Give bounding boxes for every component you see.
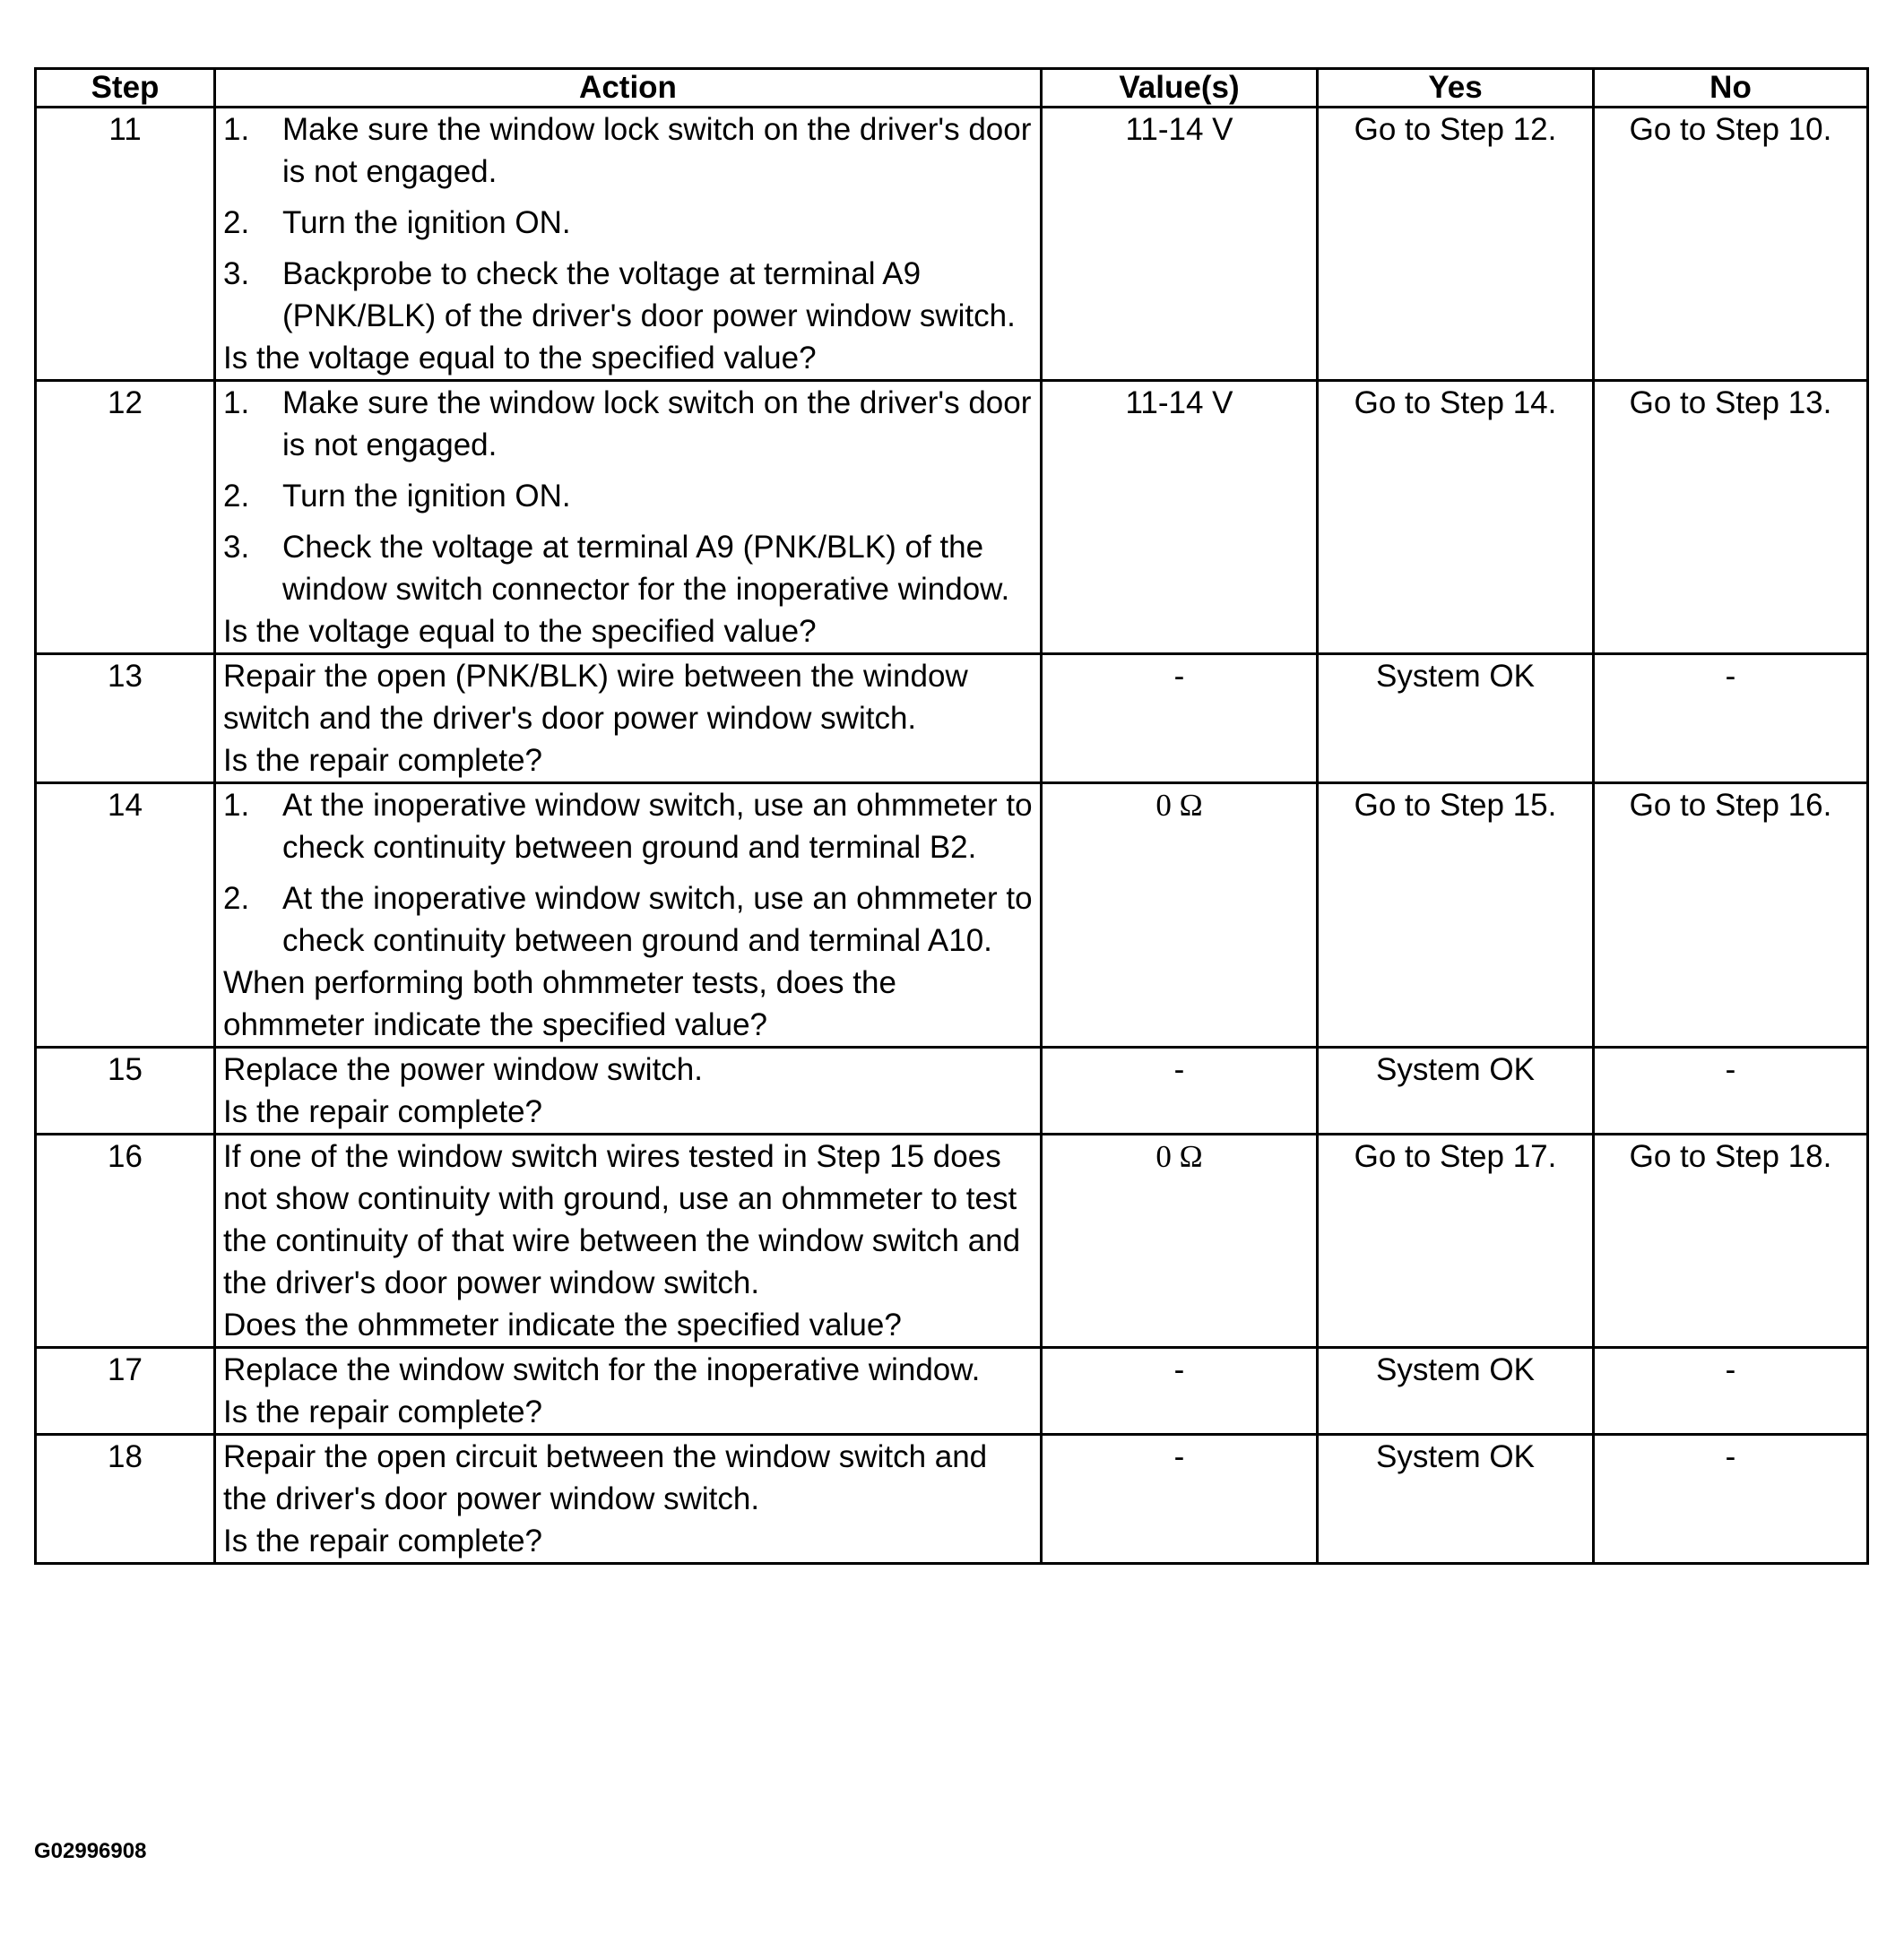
table-body [36,108,1868,1564]
action-steps-list [223,382,1033,610]
action-step-text: Turn the ignition ON. [282,205,571,240]
action-question: When performing both ohmmeter tests, does the ohmmeter indicate the specified value? [223,965,896,1042]
action-step-text: Backprobe to check the voltage at terminal A9 (PNK/BLK) of the driver's door power window switch. [282,256,1016,333]
step-number: 17 [36,1348,215,1435]
action-step-text: At the inoperative window switch, use an ohmmeter to check continuity between ground and terminal B2. [282,788,1033,865]
action-step [223,784,1033,868]
yes-result: Go to Step 15. [1318,783,1594,1048]
action-question: Is the repair complete? [223,1394,543,1429]
header-row [36,69,1868,108]
yes-result: System OK [1318,1048,1594,1135]
step-number: 18 [36,1435,215,1564]
specified-value: 11-14 V [1042,381,1318,654]
action-question: Is the voltage equal to the specified value? [223,341,817,376]
action-step-text: Turn the ignition ON. [282,479,571,514]
action-text: Replace the window switch for the inoperative window. [223,1352,981,1387]
table-row [36,1048,1868,1135]
action-step-number: 2. [223,479,250,514]
step-number: 15 [36,1048,215,1135]
header-no: No [1594,69,1868,108]
yes-result: Go to Step 17. [1318,1135,1594,1348]
action-step-number: 2. [223,205,250,240]
action-step [223,475,1033,517]
table-row [36,654,1868,783]
table-row [36,381,1868,654]
action-steps-list [223,784,1033,962]
action-step-number: 1. [223,385,250,420]
step-number: 12 [36,381,215,654]
step-number: 14 [36,783,215,1048]
no-result: - [1594,1348,1868,1435]
table-row [36,1135,1868,1348]
action-step-number: 2. [223,881,250,916]
action-step [223,877,1033,962]
action-step-text: Check the voltage at terminal A9 (PNK/BLK) of the window switch connector for the inoperative window. [282,530,1010,607]
action-steps-list [223,108,1033,337]
action-question: Is the voltage equal to the specified value? [223,614,817,649]
action-cell [215,381,1042,654]
table-row [36,1348,1868,1435]
action-text: If one of the window switch wires tested in Step 15 does not show continuity with ground, use an ohmmeter to test the continuity of that wire between the window switch and the driver's door power window switch. [223,1139,1021,1300]
action-cell [215,1048,1042,1135]
no-result: Go to Step 18. [1594,1135,1868,1348]
header-values: Value(s) [1042,69,1318,108]
yes-result: System OK [1318,1435,1594,1564]
specified-value: 0 Ω [1042,1135,1318,1348]
figure-id: G02996908 [34,1839,147,1863]
no-result: - [1594,654,1868,783]
step-number: 16 [36,1135,215,1348]
table-row [36,108,1868,381]
action-text: Replace the power window switch. [223,1052,703,1087]
diagnostic-table [34,67,1869,1565]
action-cell [215,1135,1042,1348]
action-step [223,108,1033,193]
action-cell [215,1435,1042,1564]
specified-value: 0 Ω [1042,783,1318,1048]
action-cell [215,108,1042,381]
yes-result: System OK [1318,1348,1594,1435]
header-step: Step [36,69,215,108]
table-row [36,1435,1868,1564]
no-result: - [1594,1048,1868,1135]
action-step [223,202,1033,244]
action-question: Is the repair complete? [223,743,543,778]
yes-result: System OK [1318,654,1594,783]
yes-result: Go to Step 12. [1318,108,1594,381]
no-result: - [1594,1435,1868,1564]
action-text: Repair the open (PNK/BLK) wire between the window switch and the driver's door power window switch. [223,659,968,736]
header-action: Action [215,69,1042,108]
specified-value: - [1042,1435,1318,1564]
action-question: Is the repair complete? [223,1094,543,1129]
no-result: Go to Step 16. [1594,783,1868,1048]
action-step-number: 3. [223,530,250,565]
no-result: Go to Step 13. [1594,381,1868,654]
table-row [36,783,1868,1048]
specified-value: 11-14 V [1042,108,1318,381]
specified-value: - [1042,1348,1318,1435]
action-step-number: 3. [223,256,250,291]
action-question: Does the ohmmeter indicate the specified value? [223,1308,902,1343]
action-cell [215,654,1042,783]
action-step-text: Make sure the window lock switch on the driver's door is not engaged. [282,112,1032,189]
action-cell [215,1348,1042,1435]
action-cell [215,783,1042,1048]
action-step-text: Make sure the window lock switch on the driver's door is not engaged. [282,385,1032,462]
action-step [223,526,1033,610]
action-text: Repair the open circuit between the window switch and the driver's door power window switch. [223,1439,988,1516]
no-result: Go to Step 10. [1594,108,1868,381]
action-step [223,253,1033,337]
specified-value: - [1042,654,1318,783]
specified-value: - [1042,1048,1318,1135]
action-step-number: 1. [223,112,250,147]
step-number: 11 [36,108,215,381]
step-number: 13 [36,654,215,783]
yes-result: Go to Step 14. [1318,381,1594,654]
action-step-text: At the inoperative window switch, use an ohmmeter to check continuity between ground and terminal A10. [282,881,1033,958]
action-question: Is the repair complete? [223,1524,543,1558]
action-step-number: 1. [223,788,250,823]
action-step [223,382,1033,466]
header-yes: Yes [1318,69,1594,108]
